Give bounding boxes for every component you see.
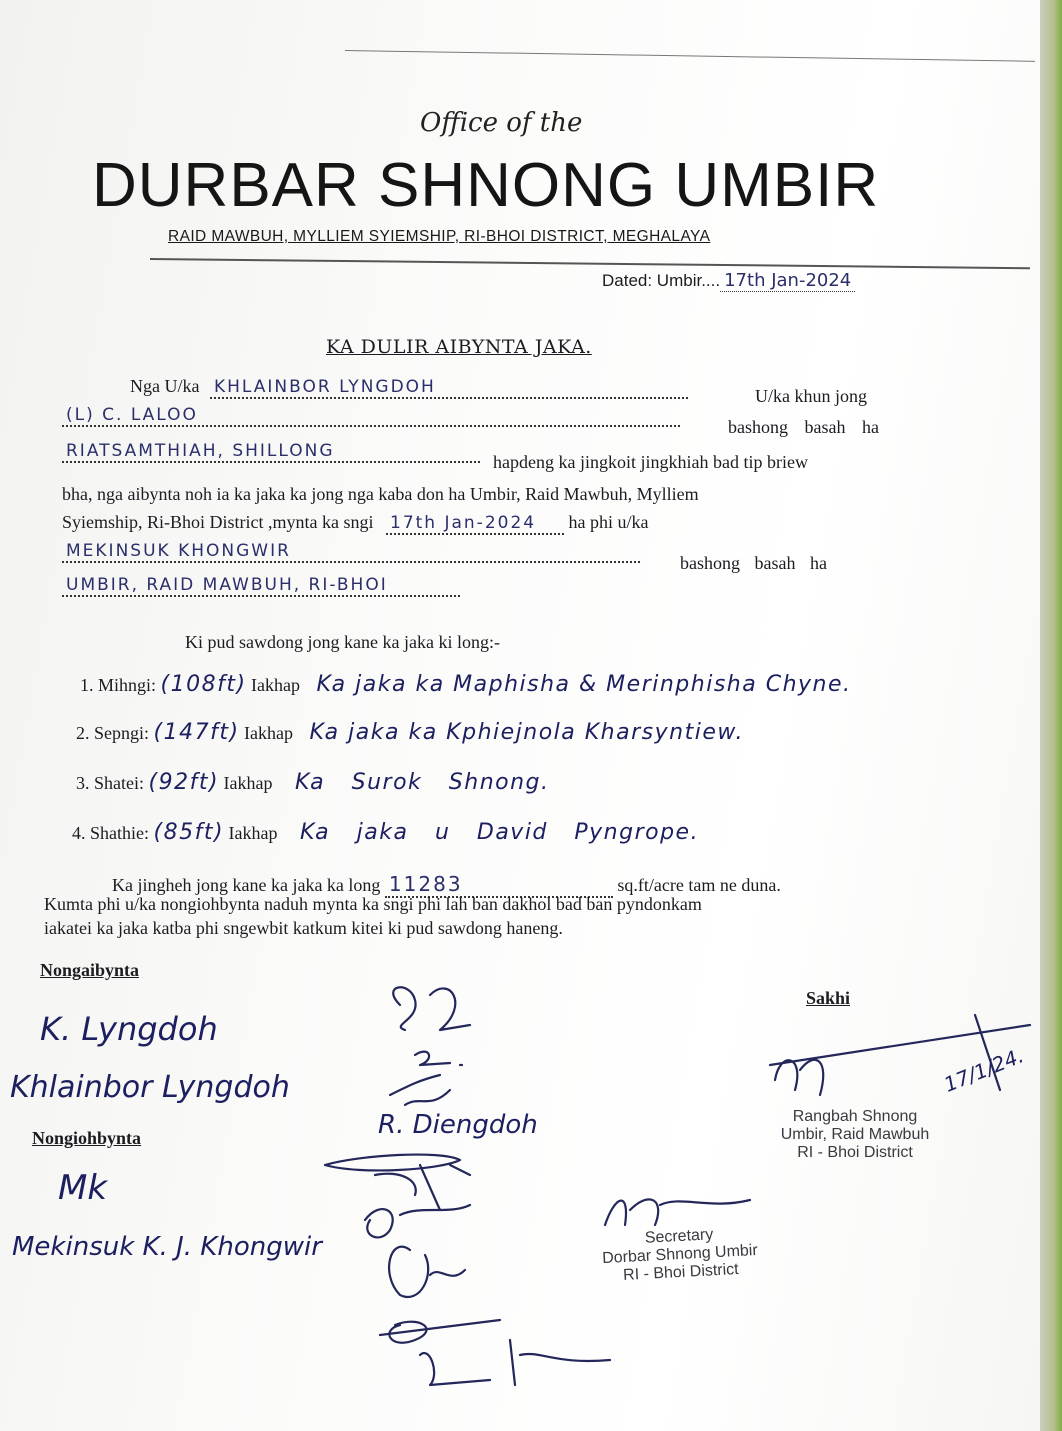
secretary-stamp xyxy=(574,1223,787,1288)
body-line-7 xyxy=(62,574,460,597)
seller-name-field: KHLAINBOR LYNGDOH xyxy=(210,377,688,399)
boundary-north xyxy=(76,770,550,795)
page-edge-background xyxy=(1040,0,1062,1431)
boundary-word: Iakhap xyxy=(251,675,301,695)
line5-suffix: ha phi u/ka xyxy=(568,512,649,532)
stamp-line: Secretary xyxy=(644,1226,714,1247)
buyer-written-name: Mekinsuk K. J. Khongwir xyxy=(12,1232,322,1262)
witness-label: Sakhi xyxy=(806,988,851,1008)
closing-line-1: Kumta phi u/ka nongiohbynta naduh mynta ka sngi phi lah ban dakhol bad ban pyndonkam xyxy=(44,894,702,914)
document-heading: KA DULIR AIBYNTA JAKA. xyxy=(326,336,592,358)
boundary-text: Ka jaka u David Pyngrope. xyxy=(300,820,700,845)
body-line-5 xyxy=(62,512,648,535)
stamp-line: RI - Bhoi District xyxy=(622,1260,740,1284)
boundary-word: Iakhap xyxy=(223,773,273,793)
organization-name: DURBAR SHNONG UMBIR xyxy=(92,151,880,220)
signature-stroke xyxy=(375,1165,470,1210)
boundary-label: 2. Sepngi: xyxy=(76,723,150,743)
line5-prefix: Syiemship, Ri-Bhoi District ,mynta ka sngi xyxy=(62,512,374,532)
line6-suffix: bashong basah ha xyxy=(680,553,827,573)
witness-date: 17/1/24. xyxy=(940,1043,1027,1097)
witness-signature: R. Diengdoh xyxy=(378,1110,538,1140)
boundary-word: Iakhap xyxy=(228,823,278,843)
signature-stroke xyxy=(380,1320,500,1343)
boundary-east xyxy=(80,672,852,697)
stamp-line: Rangbah Shnong xyxy=(792,1108,918,1125)
boundary-measure: (108ft) xyxy=(160,672,247,697)
line2-suffix: bashong basah ha xyxy=(728,417,879,437)
signature-stroke xyxy=(393,987,470,1030)
signature-stroke xyxy=(365,1205,470,1237)
boundary-text: Ka Surok Shnong. xyxy=(295,770,550,795)
seller-address-field: RIATSAMTHIAH, SHILLONG xyxy=(62,441,480,463)
sale-date-field: 17th Jan-2024 xyxy=(386,513,564,535)
witness-signatures-cluster xyxy=(320,975,620,1405)
buyer-name-field: MEKINSUK KHONGWIR xyxy=(62,541,640,563)
boundary-measure: (85ft) xyxy=(153,820,225,845)
body-line-4: bha, nga aibynta noh ia ka jaka ka jong nga kaba don ha Umbir, Raid Mawbuh, Mylliem xyxy=(62,484,699,504)
boundary-word: Iakhap xyxy=(244,723,294,743)
dated-value: 17th Jan-2024 xyxy=(720,270,855,292)
stamp-line: Umbir, Raid Mawbuh xyxy=(780,1126,930,1143)
signature-stroke xyxy=(325,1155,460,1171)
dated-line xyxy=(602,270,855,291)
headman-stamp xyxy=(760,1108,950,1162)
boundary-label: 4. Shathie: xyxy=(72,823,149,843)
buyer-address-field: UMBIR, RAID MAWBUH, RI-BHOI xyxy=(62,575,460,597)
signature-stroke xyxy=(605,1199,750,1225)
area-suffix: sq.ft/acre tam ne duna. xyxy=(617,875,781,895)
line1-suffix: U/ka khun jong xyxy=(755,386,867,406)
boundaries-intro: Ki pud sawdong jong kane ka jaka ki long:- xyxy=(185,632,500,652)
body-line-6 xyxy=(62,540,640,563)
boundary-measure: (147ft) xyxy=(153,720,240,745)
body-line-1 xyxy=(130,376,688,399)
stamp-line: RI - Bhoi District xyxy=(797,1144,913,1161)
closing-line-2: iakatei ka jaka katba phi sngewbit katkum kitei ki pud sawdong haneng. xyxy=(44,918,563,938)
body-line-2 xyxy=(62,404,680,427)
buyer-signature: Mk xyxy=(58,1168,108,1208)
line3-suffix: hapdeng ka jingkoit jingkhiah bad tip briew xyxy=(493,452,808,472)
boundary-text: Ka jaka ka Maphisha & Merinphisha Chyne. xyxy=(316,672,852,697)
signature-stroke xyxy=(389,1247,465,1297)
dated-label: Dated: Umbir.... xyxy=(602,271,721,290)
office-of-text: Office of the xyxy=(420,108,583,138)
seller-written-name: Khlainbor Lyngdoh xyxy=(10,1070,290,1105)
boundary-south xyxy=(72,820,699,845)
boundary-text: Ka jaka ka Kphiejnola Kharsyntiew. xyxy=(309,720,744,745)
boundary-west xyxy=(76,720,744,745)
line1-prefix: Nga U/ka xyxy=(130,376,200,396)
top-divider xyxy=(345,50,1035,62)
area-value: 11283 xyxy=(385,872,613,898)
seller-signature: K. Lyngdoh xyxy=(40,1010,218,1048)
body-line-3 xyxy=(62,440,480,463)
boundary-label: 3. Shatei: xyxy=(76,773,144,793)
area-prefix: Ka jingheh jong kane ka jaka ka long xyxy=(112,875,381,895)
buyer-label: Nongiohbynta xyxy=(32,1128,142,1148)
boundary-measure: (92ft) xyxy=(148,770,220,795)
letterhead-rule xyxy=(150,258,1030,269)
organization-address: RAID MAWBUH, MYLLIEM SYIEMSHIP, RI-BHOI DISTRICT, MEGHALAYA xyxy=(168,228,711,245)
father-name-field: (L) C. LALOO xyxy=(62,405,680,427)
seller-label: Nongaibynta xyxy=(40,960,140,980)
signature-stroke xyxy=(415,1052,462,1065)
boundary-label: 1. Mihngi: xyxy=(80,675,157,695)
signature-stroke xyxy=(390,1075,450,1105)
signature-stroke xyxy=(420,1340,610,1385)
stamp-line: Dorbar Shnong Umbir xyxy=(601,1241,759,1268)
